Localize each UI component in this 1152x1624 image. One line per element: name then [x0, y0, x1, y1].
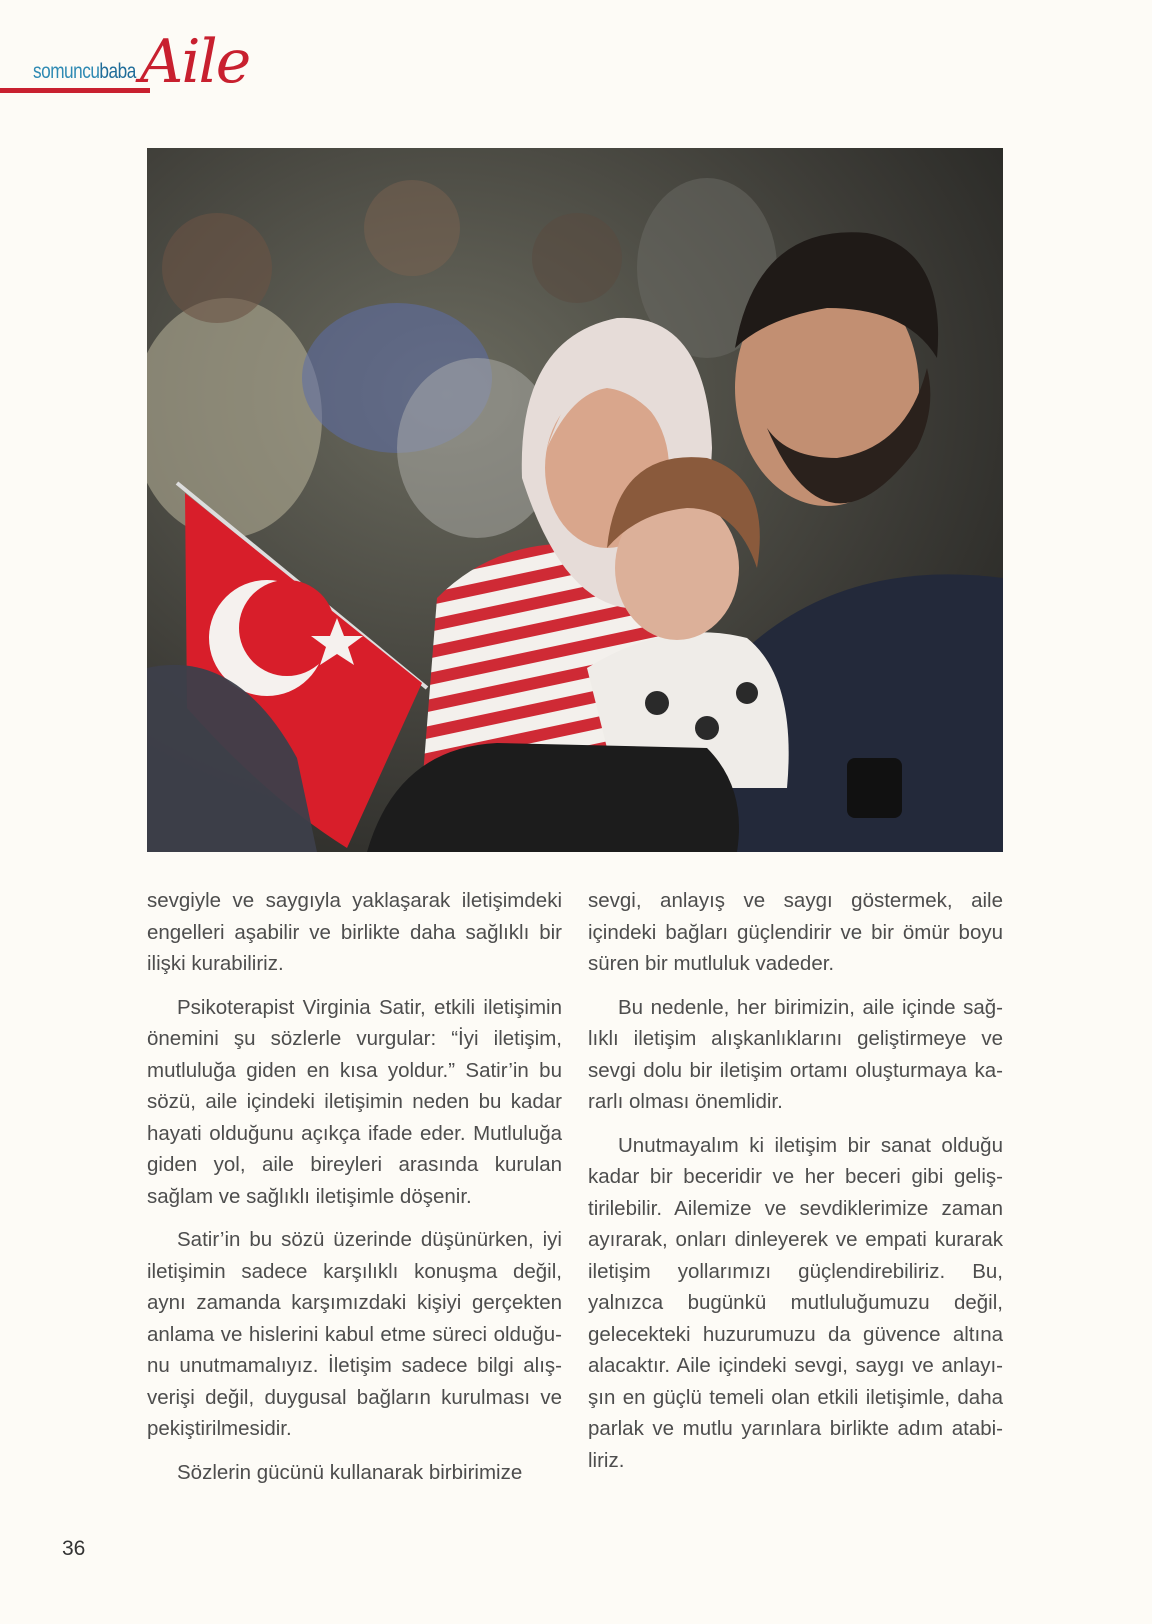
paragraph: sevgiyle ve saygıyla yaklaşarak iletişimdeki engelleri aşabilir ve birlikte daha sağlıklı bir ilişki kurabiliriz. [147, 889, 562, 975]
masthead [0, 27, 260, 120]
text-column-left [147, 885, 562, 1500]
family-photo [147, 148, 1003, 852]
brand-name-part1: somuncu [33, 60, 100, 83]
brand-logo [33, 60, 136, 84]
paragraph: Bu nedenle, her birimizin, aile içinde sağlıklı iletişim alışkanlıklarını geliştirmeye ve sevgi dolu bir iletişim ortamı oluşturmaya kararlı olması önemlidir. [588, 995, 1003, 1113]
family-photo-illustration [147, 148, 1003, 852]
paragraph: Satir’in bu sözü üzerinde düşünürken, iyi iletişimin sadece karşılıklı konuşma değil, aynı zamanda karşımızdaki kişiyi gerçekten anlama ve hislerini kabul etme süreci olduğunu unutmamalıyız. İletişim sadece bilgi alışverişi değil, duygusal bağların kurulması ve pekiştirilmesidir. [147, 1228, 562, 1440]
paragraph: sevgi, anlayış ve saygı göstermek, aile içindeki bağları güçlendirir ve bir ömür boyu süren bir mutluluk vadeder. [588, 889, 1003, 975]
paragraph: Psikoterapist Virginia Satir, etkili iletişimin önemini şu sözlerle vurgular: “İyi iletişim, mutluluğa giden en kısa yoldur.” Satir’in bu sözü, aile içindeki iletişimin neden bu kadar hayati olduğunu açıkça ifade eder. Mutluluğa giden yol, aile bireyleri arasında kurulan sağlam ve sağlıklı iletişimle döşenir. [147, 995, 562, 1208]
section-title: Aile [140, 27, 250, 97]
brand-name-part2: baba [99, 60, 136, 83]
paragraph: Sözlerin gücünü kullanarak birbirimize [177, 1460, 523, 1484]
page-number: 36 [62, 1537, 86, 1560]
text-column-right [588, 885, 1003, 1488]
masthead-rule [0, 88, 150, 93]
paragraph: Unutmayalım ki iletişim bir sanat olduğu kadar bir beceridir ve her beceri gibi geliştirilebilir. Ailemize ve sevdiklerimize zaman ayırarak, onları dinleyerek ve empati kurarak iletişim yollarımızı güçlendirebiliriz. Bu, yalnızca bugünkü mutluluğumuzu değil, gelecekteki huzurumuzu da güvence altına alacaktır. Aile içindeki sevgi, saygı ve anlayışın en güçlü temeli olan etkili iletişimle, daha parlak ve mutlu yarınlara birlikte adım atabiliriz. [588, 1133, 1003, 1472]
